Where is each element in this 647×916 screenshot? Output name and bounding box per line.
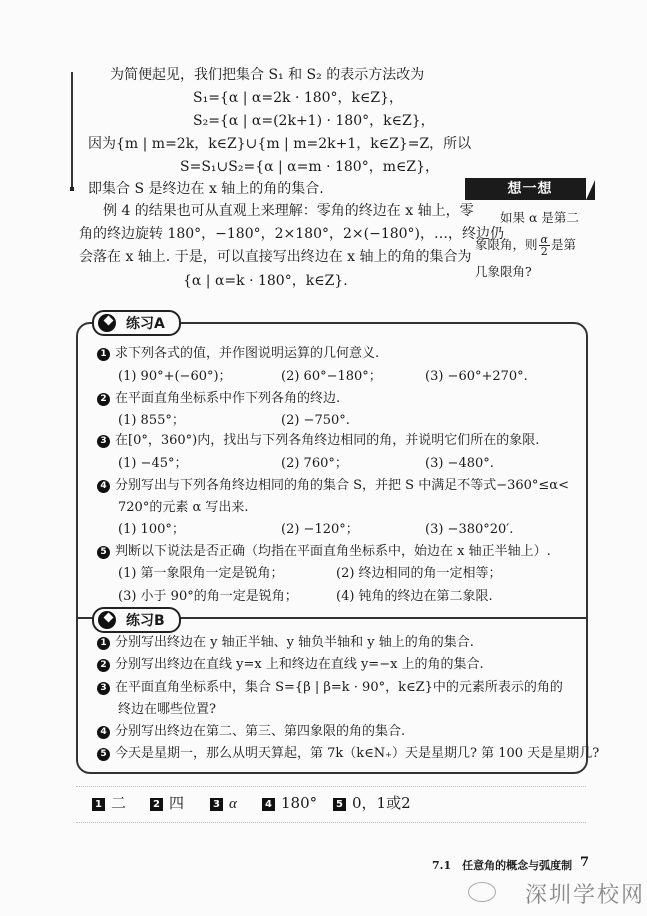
question-text: 分别写出终边在第二、第三、第四象限的角的集合. bbox=[115, 724, 406, 739]
question-b5 bbox=[97, 745, 599, 763]
question-b2 bbox=[97, 656, 484, 674]
answer-text: α bbox=[229, 796, 237, 812]
question-text: 判断以下说法是否正确（均指在平面直角坐标系中，始边在 x 轴正半轴上）. bbox=[115, 544, 551, 559]
formula-s2: S₂={α | α=(2k+1) · 180°，k∈Z}， bbox=[193, 113, 435, 129]
side-note-text: 象限角，则 bbox=[475, 237, 538, 252]
question-a1 bbox=[97, 345, 379, 363]
answer-5 bbox=[333, 793, 411, 813]
side-note-line bbox=[475, 232, 576, 258]
exercise-icon bbox=[98, 314, 116, 332]
exercise-b-tab bbox=[92, 607, 181, 633]
exercise-a-label: 练习A bbox=[126, 316, 165, 332]
dotted-rule bbox=[76, 786, 586, 787]
question-number: 1 bbox=[97, 348, 110, 361]
think-header bbox=[465, 178, 595, 200]
formula-result: {α | α=k · 180°，k∈Z}. bbox=[183, 273, 348, 289]
wechat-icon bbox=[468, 882, 496, 902]
exercise-icon bbox=[98, 611, 116, 629]
question-part: (1) 100°； bbox=[118, 522, 185, 537]
answer-number: 3 bbox=[210, 798, 223, 811]
question-text: 在平面直角坐标系中，集合 S={β | β=k · 90°，k∈Z}中的元素所表示的角的 bbox=[115, 680, 563, 695]
question-part: (3) −60°+270°. bbox=[425, 369, 528, 384]
question-part: (1) 855°； bbox=[118, 413, 185, 428]
answer-2 bbox=[150, 793, 184, 813]
text-line: 例 4 的结果也可从直观上来理解：零角的终边在 x 轴上，零 bbox=[103, 203, 474, 219]
answer-number: 4 bbox=[262, 798, 275, 811]
think-title: 想一想 bbox=[507, 181, 553, 197]
text-line: 因为{m | m=2k，k∈Z}∪{m | m=2k+1，k∈Z}=Z，所以 bbox=[88, 136, 472, 152]
question-text: 分别写出与下列各角终边相同的角的集合 S，并把 S 中满足不等式−360°≤α< bbox=[115, 478, 569, 493]
side-note-line: 如果 α 是第二 bbox=[500, 210, 579, 225]
dotted-rule bbox=[76, 822, 586, 823]
side-note-line: 几象限角? bbox=[475, 264, 532, 279]
exercise-b-label: 练习B bbox=[126, 613, 165, 629]
question-b1 bbox=[97, 634, 474, 652]
question-part: (4) 钝角的终边在第二象限. bbox=[336, 589, 493, 604]
fraction-numerator: α bbox=[540, 233, 548, 246]
text-line: 为简便起见，我们把集合 S₁ 和 S₂ 的表示方法改为 bbox=[110, 67, 425, 83]
answer-text: 二 bbox=[111, 794, 127, 812]
fraction bbox=[539, 234, 550, 257]
answer-4 bbox=[262, 793, 317, 813]
question-part: (3) −480°. bbox=[425, 456, 494, 471]
question-part: (2) −120°； bbox=[281, 522, 359, 537]
question-number: 5 bbox=[97, 546, 110, 559]
formula-s: S=S₁∪S₂={α | α=m · 180°，m∈Z}， bbox=[180, 159, 439, 175]
question-part: (2) 终边相同的角一定相等； bbox=[336, 566, 502, 581]
answer-3 bbox=[210, 793, 237, 814]
question-text: 在[0°，360°)内，找出与下列各角终边相同的角，并说明它们所在的象限. bbox=[115, 433, 540, 448]
question-part: (3) 小于 90°的角一定是锐角； bbox=[118, 589, 298, 604]
question-text: 今天是星期一，那么从明天算起，第 7k（k∈N₊）天是星期几? 第 100 天是星期几? bbox=[115, 746, 600, 761]
answer-text: 180° bbox=[281, 794, 318, 812]
text-line: 即集合 S 是终边在 x 轴上的角的集合. bbox=[88, 181, 324, 197]
question-a3 bbox=[97, 432, 539, 450]
question-text: 在平面直角坐标系中作下列各角的终边. bbox=[115, 391, 341, 406]
question-part: (3) −380°20′. bbox=[425, 522, 514, 537]
watermark: 深圳学校网 bbox=[525, 883, 646, 908]
side-note-text: 是第 bbox=[550, 237, 576, 252]
question-text: 分别写出终边在直线 y=x 上和终边在直线 y=−x 上的角的集合. bbox=[115, 657, 484, 672]
question-part: (2) 760°； bbox=[281, 456, 348, 471]
question-number: 1 bbox=[97, 637, 110, 650]
question-number: 4 bbox=[97, 726, 110, 739]
question-text: 求下列各式的值，并作图说明运算的几何意义. bbox=[115, 346, 380, 361]
text-line: 会落在 x 轴上. 于是，可以直接写出终边在 x 轴上的角的集合为 bbox=[79, 249, 472, 265]
question-a2 bbox=[97, 390, 340, 408]
question-a4 bbox=[97, 477, 569, 495]
margin-bar bbox=[71, 72, 73, 189]
question-part: (1) 第一象限角一定是锐角； bbox=[118, 566, 284, 581]
question-b3 bbox=[97, 679, 563, 697]
question-part: (1) −45°； bbox=[118, 456, 188, 471]
fraction-denominator: 2 bbox=[540, 245, 548, 258]
question-b4 bbox=[97, 723, 405, 741]
formula-s1: S₁={α | α=2k · 180°，k∈Z}， bbox=[193, 90, 404, 106]
exercise-a-tab bbox=[92, 310, 181, 336]
answer-number: 5 bbox=[333, 798, 346, 811]
answer-number: 1 bbox=[92, 798, 105, 811]
question-number: 3 bbox=[97, 435, 110, 448]
question-part: (1) 90°+(−60°)； bbox=[118, 369, 232, 384]
page-number: 7 bbox=[580, 855, 590, 870]
answer-text: 四 bbox=[169, 794, 185, 812]
question-number: 4 bbox=[97, 480, 110, 493]
question-part: (2) −750°. bbox=[281, 413, 350, 428]
question-text-cont: 终边在哪些位置? bbox=[118, 702, 216, 717]
answer-number: 2 bbox=[150, 798, 163, 811]
question-number: 2 bbox=[97, 393, 110, 406]
answer-text: 0，1或2 bbox=[352, 794, 411, 812]
question-a5 bbox=[97, 543, 551, 561]
section-title: 7.1 任意角的概念与弧度制 bbox=[432, 859, 573, 872]
question-number: 5 bbox=[97, 748, 110, 761]
question-number: 3 bbox=[97, 682, 110, 695]
question-text: 分别写出终边在 y 轴正半轴、y 轴负半轴和 y 轴上的角的集合. bbox=[115, 635, 474, 650]
answer-1 bbox=[92, 793, 126, 813]
question-number: 2 bbox=[97, 659, 110, 672]
question-part: (2) 60°−180°； bbox=[281, 369, 382, 384]
text-line: 角的终边旋转 180°，−180°，2×180°，2×(−180°)，…，终边仍 bbox=[79, 226, 504, 242]
question-text-cont: 720°的元素 α 写出来. bbox=[118, 500, 249, 515]
